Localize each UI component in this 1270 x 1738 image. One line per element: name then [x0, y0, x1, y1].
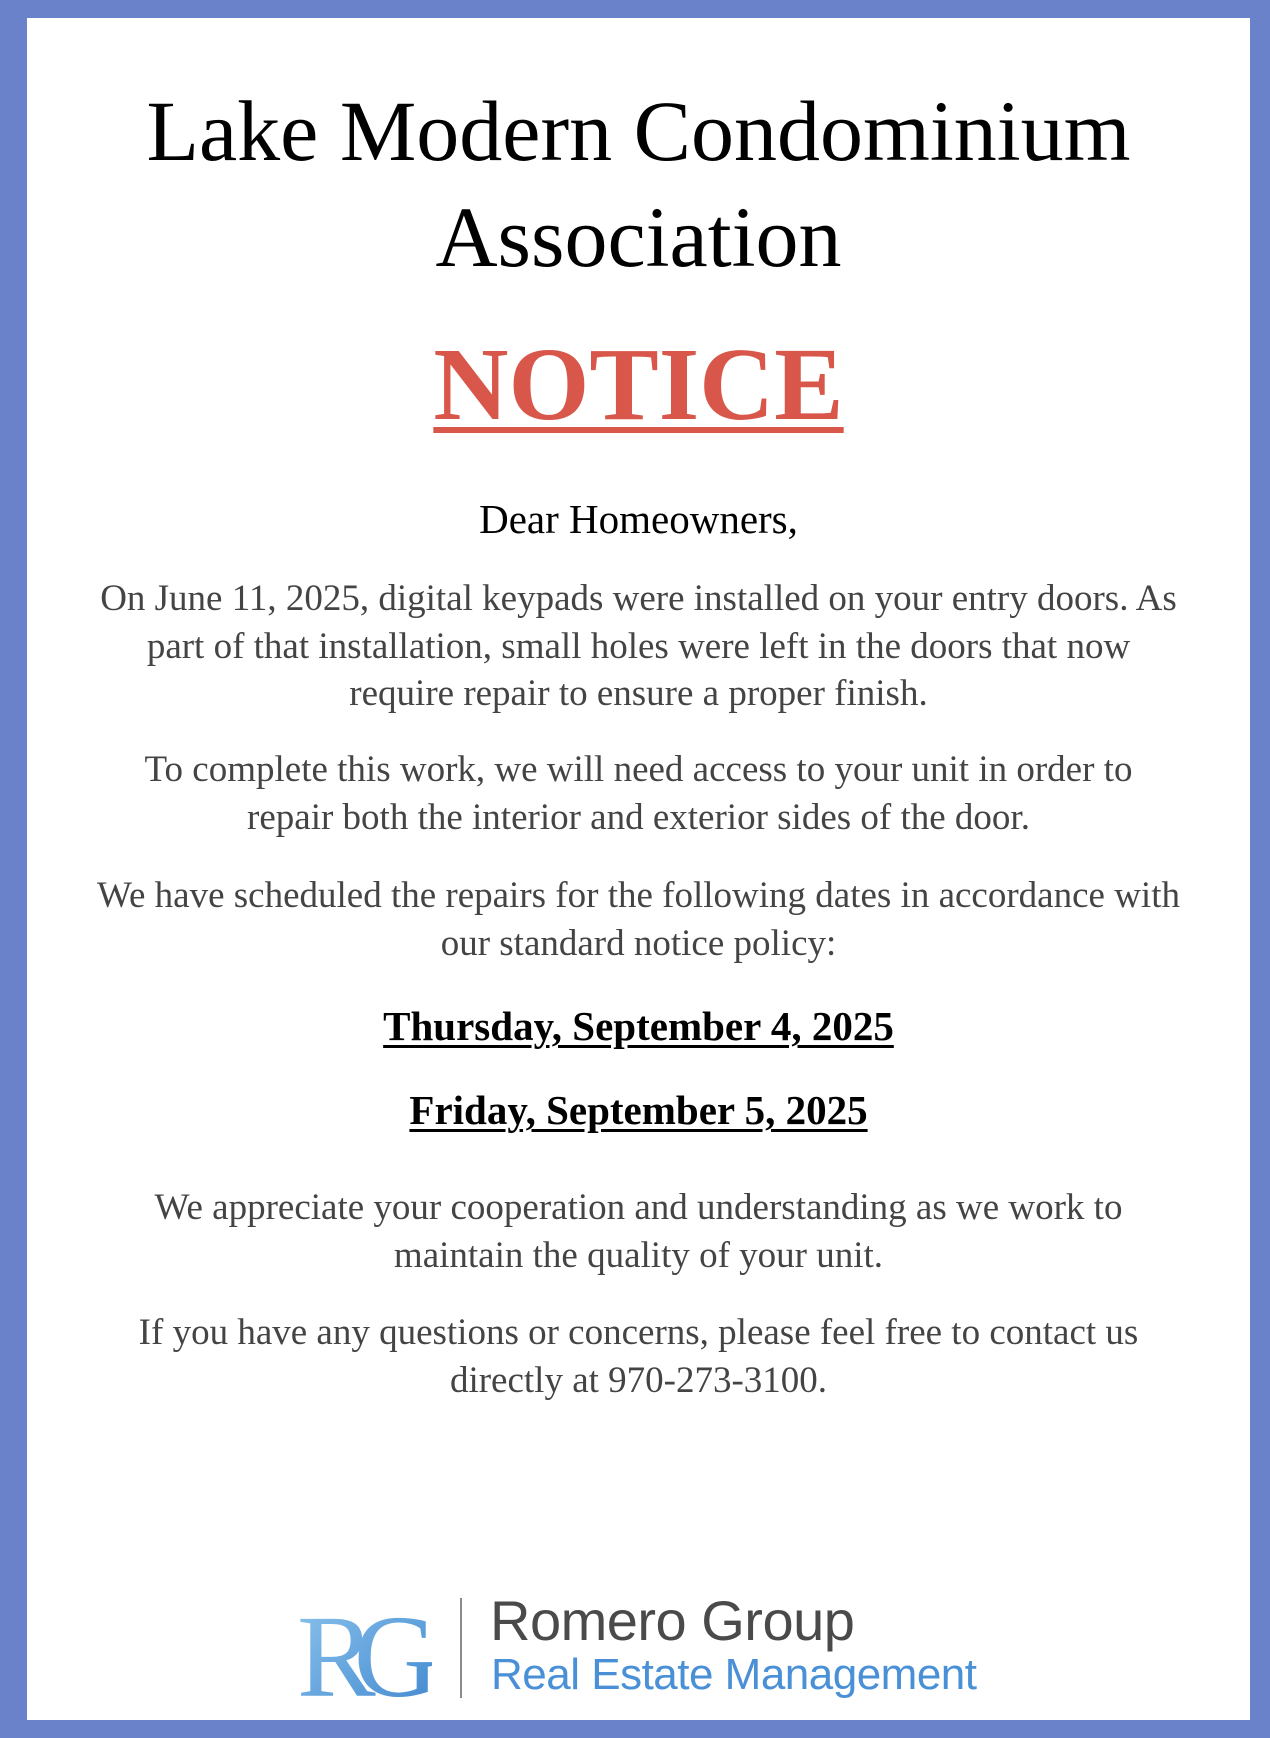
association-title: Lake Modern Condominium Association — [146, 83, 1131, 285]
paragraph-access: To complete this work, we will need access to your unit in order to repair both the interior and exterior sides of the door. — [144, 749, 1133, 838]
paragraph-installation: On June 11, 2025, digital keypads were installed on your entry doors. As part of that installation, small holes were left in the doors that now require repair to ensure a proper finish. — [100, 578, 1177, 714]
logo-divider — [460, 1598, 462, 1698]
romero-group-logo — [297, 1568, 1017, 1708]
repair-date-1 — [27, 1000, 1250, 1052]
greeting: Dear Homeowners, — [479, 496, 798, 542]
paragraph-schedule: We have scheduled the repairs for the following dates in accordance with our standard notice policy: — [97, 875, 1180, 964]
company-tagline: Real Estate Management — [491, 1650, 977, 1699]
paragraph-contact: If you have any questions or concerns, please feel free to contact us directly at 970-273-3100. — [138, 1312, 1139, 1401]
notice-heading — [27, 325, 1250, 445]
notice-label: NOTICE — [433, 327, 844, 442]
paragraph-appreciation: We appreciate your cooperation and understanding as we work to maintain the quality of your unit. — [154, 1187, 1123, 1276]
repair-date-2 — [27, 1084, 1250, 1136]
rg-monogram-text: RG — [297, 1596, 417, 1706]
rg-monogram-icon — [297, 1596, 432, 1706]
repair-date-1-text: Thursday, September 4, 2025 — [383, 1003, 894, 1049]
company-name: Romero Group — [490, 1589, 855, 1652]
repair-date-2-text: Friday, September 5, 2025 — [409, 1087, 868, 1133]
notice-sheet — [27, 18, 1250, 1720]
